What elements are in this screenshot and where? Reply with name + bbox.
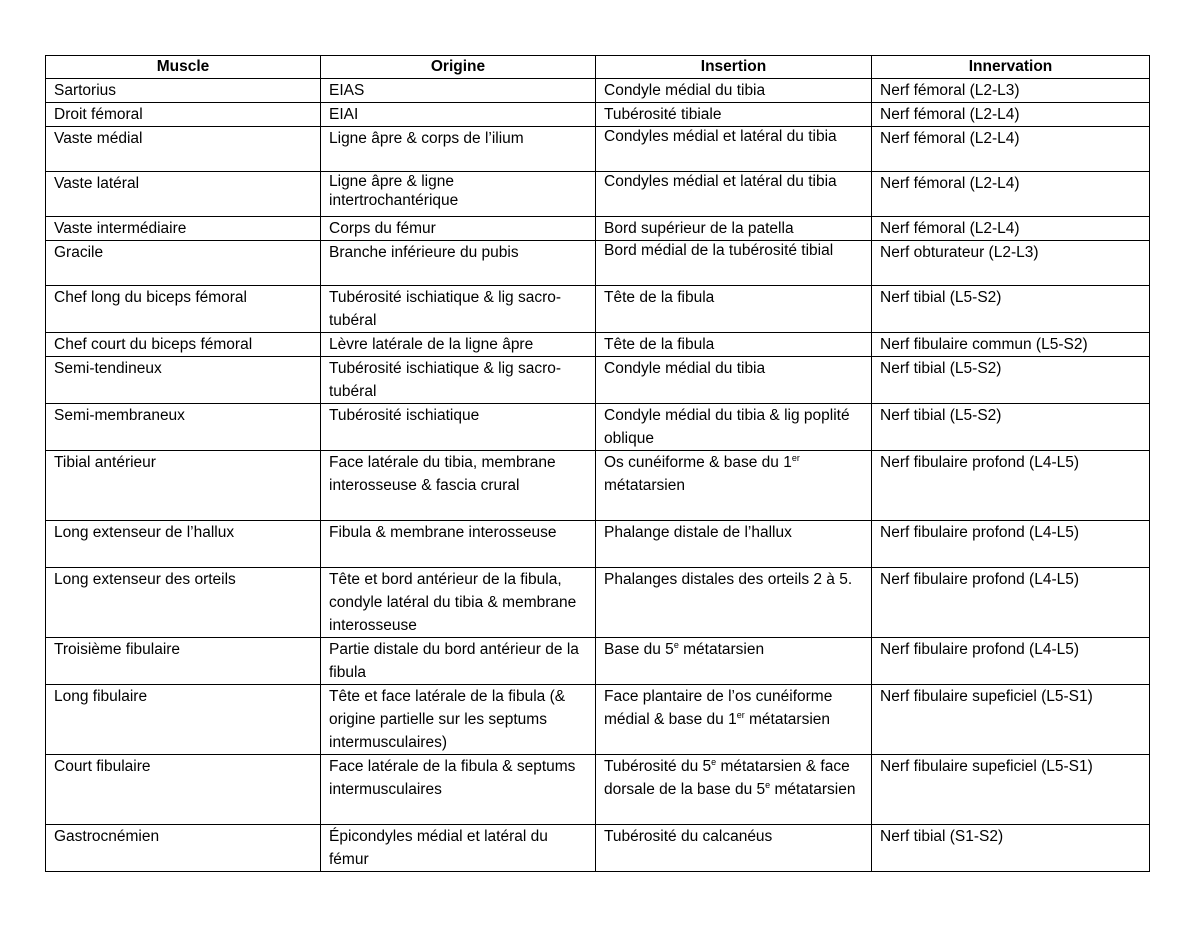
ordinal-superscript: e	[765, 780, 771, 790]
cell-origin: Face latérale de la fibula & septums intermusculaires	[321, 755, 596, 825]
header-origin: Origine	[321, 56, 596, 79]
cell-origin: Fibula & membrane interosseuse	[321, 521, 596, 568]
table-row	[46, 825, 1150, 872]
insertion-text: Os cunéiforme & base du 1	[604, 454, 792, 471]
table-row	[46, 357, 1150, 404]
cell-insertion: Bord supérieur de la patella	[596, 217, 872, 241]
cell-innervation: Nerf fémoral (L2-L4)	[872, 103, 1150, 127]
header-row	[46, 56, 1150, 79]
table-row	[46, 241, 1150, 286]
table-row	[46, 286, 1150, 333]
table-row	[46, 568, 1150, 638]
ordinal-superscript: er	[791, 453, 800, 463]
cell-origin: Branche inférieure du pubis	[321, 241, 596, 286]
cell-insertion: Phalange distale de l’hallux	[596, 521, 872, 568]
cell-innervation: Nerf tibial (L5-S2)	[872, 357, 1150, 404]
insertion-text: métatarsien	[678, 641, 765, 658]
table-row	[46, 217, 1150, 241]
cell-muscle: Semi-tendineux	[46, 357, 321, 404]
insertion-text: métatarsien & face dorsale de la base du 5	[604, 758, 850, 798]
cell-insertion: Condyles médial et latéral du tibia	[596, 172, 872, 217]
cell-insertion: Bord médial de la tubérosité tibial	[596, 241, 872, 286]
cell-origin: Partie distale du bord antérieur de la fibula	[321, 638, 596, 685]
cell-insertion: Tête de la fibula	[596, 286, 872, 333]
cell-origin: Tubérosité ischiatique & lig sacro-tubéral	[321, 286, 596, 333]
cell-muscle: Chef court du biceps fémoral	[46, 333, 321, 357]
cell-innervation: Nerf fémoral (L2-L4)	[872, 172, 1150, 217]
cell-insertion: Tête de la fibula	[596, 333, 872, 357]
cell-muscle: Vaste médial	[46, 127, 321, 172]
muscle-table	[45, 55, 1150, 872]
insertion-text: Base du 5	[604, 641, 674, 658]
cell-origin: Tubérosité ischiatique	[321, 404, 596, 451]
cell-muscle: Droit fémoral	[46, 103, 321, 127]
header-innervation: Innervation	[872, 56, 1150, 79]
cell-muscle: Gastrocnémien	[46, 825, 321, 872]
cell-innervation: Nerf tibial (L5-S2)	[872, 404, 1150, 451]
cell-origin: Face latérale du tibia, membrane interosseuse & fascia crural	[321, 451, 596, 521]
table-row	[46, 404, 1150, 451]
cell-insertion	[596, 685, 872, 755]
cell-insertion: Condyles médial et latéral du tibia	[596, 127, 872, 172]
cell-innervation: Nerf tibial (L5-S2)	[872, 286, 1150, 333]
cell-muscle: Semi-membraneux	[46, 404, 321, 451]
cell-muscle: Court fibulaire	[46, 755, 321, 825]
cell-insertion: Tubérosité du calcanéus	[596, 825, 872, 872]
table-row	[46, 521, 1150, 568]
cell-muscle: Troisième fibulaire	[46, 638, 321, 685]
cell-muscle: Long fibulaire	[46, 685, 321, 755]
cell-innervation: Nerf fibulaire profond (L4-L5)	[872, 521, 1150, 568]
table-row	[46, 333, 1150, 357]
table-row	[46, 755, 1150, 825]
cell-muscle: Gracile	[46, 241, 321, 286]
cell-insertion: Phalanges distales des orteils 2 à 5.	[596, 568, 872, 638]
cell-origin: Lèvre latérale de la ligne âpre	[321, 333, 596, 357]
insertion-text: métatarsien	[604, 477, 685, 494]
cell-origin: EIAS	[321, 79, 596, 103]
cell-origin: EIAI	[321, 103, 596, 127]
cell-muscle: Chef long du biceps fémoral	[46, 286, 321, 333]
cell-muscle: Tibial antérieur	[46, 451, 321, 521]
cell-innervation: Nerf fibulaire supeficiel (L5-S1)	[872, 685, 1150, 755]
insertion-text: métatarsien	[770, 781, 856, 798]
cell-origin: Ligne âpre & corps de l’ilium	[321, 127, 596, 172]
header-insertion: Insertion	[596, 56, 872, 79]
cell-insertion	[596, 755, 872, 825]
insertion-text: Tubérosité du 5	[604, 758, 712, 775]
cell-muscle: Vaste latéral	[46, 172, 321, 217]
cell-innervation: Nerf fibulaire supeficiel (L5-S1)	[872, 755, 1150, 825]
ordinal-superscript: e	[673, 640, 679, 650]
cell-insertion: Condyle médial du tibia	[596, 357, 872, 404]
cell-origin: Tête et bord antérieur de la fibula, condyle latéral du tibia & membrane interosseuse	[321, 568, 596, 638]
header-muscle: Muscle	[46, 56, 321, 79]
insertion-text: métatarsien	[744, 711, 831, 728]
table-row	[46, 103, 1150, 127]
cell-innervation: Nerf tibial (S1-S2)	[872, 825, 1150, 872]
table-row	[46, 79, 1150, 103]
cell-innervation: Nerf fibulaire profond (L4-L5)	[872, 451, 1150, 521]
cell-innervation: Nerf fémoral (L2-L3)	[872, 79, 1150, 103]
cell-insertion	[596, 451, 872, 521]
cell-origin: Épicondyles médial et latéral du fémur	[321, 825, 596, 872]
cell-muscle: Long extenseur de l’hallux	[46, 521, 321, 568]
cell-innervation: Nerf fémoral (L2-L4)	[872, 217, 1150, 241]
cell-muscle: Sartorius	[46, 79, 321, 103]
cell-innervation: Nerf fibulaire profond (L4-L5)	[872, 638, 1150, 685]
cell-origin: Tête et face latérale de la fibula (& origine partielle sur les septums intermusculaires)	[321, 685, 596, 755]
table-row	[46, 451, 1150, 521]
cell-insertion: Tubérosité tibiale	[596, 103, 872, 127]
ordinal-superscript: e	[711, 757, 717, 767]
table-row	[46, 685, 1150, 755]
cell-muscle: Vaste intermédiaire	[46, 217, 321, 241]
table-row	[46, 127, 1150, 172]
insertion-text: Face plantaire de l’os cunéiforme médial & base du 1	[604, 688, 833, 728]
cell-insertion: Condyle médial du tibia	[596, 79, 872, 103]
cell-origin: Corps du fémur	[321, 217, 596, 241]
cell-innervation: Nerf fémoral (L2-L4)	[872, 127, 1150, 172]
table-row	[46, 638, 1150, 685]
cell-muscle: Long extenseur des orteils	[46, 568, 321, 638]
cell-insertion	[596, 638, 872, 685]
cell-origin: Ligne âpre & ligne intertrochantérique	[321, 172, 596, 217]
cell-innervation: Nerf obturateur (L2-L3)	[872, 241, 1150, 286]
cell-innervation: Nerf fibulaire commun (L5-S2)	[872, 333, 1150, 357]
table-row	[46, 172, 1150, 217]
cell-origin: Tubérosité ischiatique & lig sacro-tubéral	[321, 357, 596, 404]
cell-insertion: Condyle médial du tibia & lig poplité oblique	[596, 404, 872, 451]
ordinal-superscript: er	[736, 710, 745, 720]
cell-innervation: Nerf fibulaire profond (L4-L5)	[872, 568, 1150, 638]
